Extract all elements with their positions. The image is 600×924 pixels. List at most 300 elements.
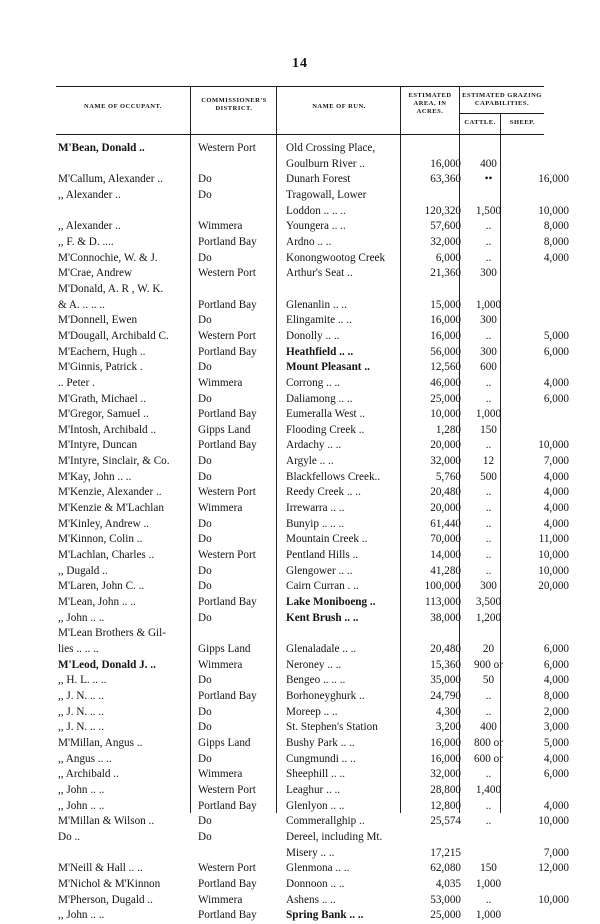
cattle-cell: 20 [482, 643, 495, 655]
area-cell: 14,000 [430, 549, 461, 562]
run-cell: Corrong .. .. [286, 376, 341, 389]
occupant-cell: M'Ginnis, Patrick . [58, 361, 143, 374]
cattle-cell: .. [485, 799, 492, 812]
run-cell: St. Stephen's Station [286, 721, 378, 734]
district-cell: Gipps Land [198, 423, 251, 436]
table-row [56, 564, 573, 580]
sheep-cell [512, 830, 573, 846]
sheep-cell: 6,000 [543, 345, 569, 358]
cattle-cell: •• [484, 173, 493, 186]
cattle-cell: 800 or [474, 736, 503, 749]
occupant-cell: M'Kinnon, Colin .. [58, 533, 143, 546]
occupant-cell: ,, John .. .. [58, 799, 105, 812]
area-cell: 20,000 [430, 439, 461, 452]
cattle-cell: 300 [480, 345, 497, 358]
occupant-cell: ,, Alexander .. [58, 188, 121, 201]
cattle-cell: 500 [480, 470, 497, 483]
run-cell: Donolly .. .. [286, 329, 340, 342]
table-row [56, 298, 573, 314]
cattle-cell: 1,000 [475, 298, 502, 311]
area-cell: 4,300 [435, 705, 461, 718]
district-cell: Do [198, 361, 212, 374]
run-cell: Misery .. .. [286, 846, 335, 859]
occupant-cell: ,, John .. .. [58, 611, 105, 624]
area-cell [409, 141, 465, 157]
district-cell: Do [198, 470, 212, 483]
district-cell: Wimmera [198, 893, 243, 906]
district-cell: Do [198, 533, 212, 546]
page-number: 14 [292, 56, 308, 71]
table-row [56, 345, 573, 361]
district-cell: Do [198, 674, 212, 687]
area-cell: 38,000 [430, 611, 461, 624]
table-row [56, 423, 573, 439]
run-cell [282, 282, 409, 298]
sheep-cell: 7,000 [543, 455, 569, 468]
area-cell: 16,000 [430, 752, 461, 765]
run-cell: Reedy Creek .. .. [286, 486, 361, 499]
table-row [56, 658, 573, 674]
cattle-cell: .. [485, 517, 492, 530]
run-cell: Cairn Curran . .. [286, 580, 359, 593]
table-row [56, 783, 573, 799]
area-cell: 1,280 [435, 423, 461, 436]
sheep-cell [512, 626, 573, 642]
occupant-cell [56, 204, 193, 220]
area-cell: 10,000 [430, 408, 461, 421]
cattle-cell [465, 626, 512, 642]
run-cell: Dunarh Forest [286, 173, 351, 186]
run-cell: Konongwootog Creek [286, 251, 386, 264]
district-cell: Portland Bay [198, 689, 257, 702]
cattle-cell [465, 282, 512, 298]
occupant-cell: M'Neill & Hall .. .. [58, 862, 143, 875]
district-cell: Do [198, 455, 212, 468]
sheep-cell [512, 611, 573, 627]
occupant-cell [56, 157, 193, 173]
area-cell: 16,000 [430, 314, 461, 327]
occupant-cell [56, 846, 193, 862]
table-row [56, 767, 573, 783]
cattle-cell [465, 141, 512, 157]
table-row [56, 799, 573, 815]
sheep-cell: 10,000 [538, 893, 569, 906]
district-cell: Do [198, 314, 212, 327]
table-row [56, 673, 573, 689]
occupant-cell: M'Kenzie, Alexander .. [58, 486, 162, 499]
sheep-cell: 11,000 [538, 533, 569, 546]
district-cell: Western Port [198, 142, 256, 154]
cattle-cell: .. [485, 486, 492, 499]
district-cell: Portland Bay [198, 408, 257, 421]
sheep-cell [512, 157, 573, 173]
table-row [56, 893, 573, 909]
table-row [56, 517, 573, 533]
occupant-cell: M'Leod, Donald J. .. [58, 658, 156, 671]
district-cell: Wimmera [198, 376, 243, 389]
district-cell: Western Port [198, 486, 256, 499]
run-cell: Bunyip .. .. .. [286, 517, 345, 530]
sheep-cell: 8,000 [543, 689, 569, 702]
district-cell [193, 204, 282, 220]
table-row [56, 282, 573, 298]
run-cell: Tragowall, Lower [286, 188, 367, 201]
run-cell: Eumeralla West .. [286, 408, 366, 421]
occupant-cell: M'Intyre, Sinclair, & Co. [58, 455, 170, 468]
occupant-cell: M'Kinley, Andrew .. [58, 517, 150, 530]
sheep-cell: 4,000 [543, 486, 569, 499]
sheep-cell: 20,000 [538, 580, 569, 593]
run-cell: Bushy Park .. .. [286, 736, 355, 749]
cattle-cell: 3,500 [475, 596, 502, 609]
cattle-cell: .. [485, 689, 492, 702]
occupant-cell: M'Donald, A. R , W. K. [58, 282, 164, 295]
sheep-cell [512, 360, 573, 376]
run-cell: Dereel, including Mt. [286, 830, 383, 843]
run-cell: Ardachy .. .. [286, 439, 342, 452]
area-cell: 20,000 [430, 502, 461, 515]
sheep-cell [512, 423, 573, 439]
cattle-cell: 600 [480, 361, 497, 374]
area-cell: 12,560 [430, 361, 461, 374]
run-cell: Bengeo .. .. .. [286, 674, 346, 687]
occupant-cell: ,, J. N. .. .. [58, 689, 104, 702]
run-cell: Cungmundi .. .. [286, 752, 356, 765]
district-cell: Do [198, 705, 212, 718]
occupant-cell: M'Laren, John C. .. [58, 580, 145, 593]
cattle-cell: 1,400 [475, 783, 502, 796]
sheep-cell [512, 298, 573, 314]
area-cell: 20,480 [430, 486, 461, 499]
district-cell: Portland Bay [198, 799, 257, 812]
district-cell: Do [198, 188, 212, 201]
area-cell: 3,200 [435, 721, 461, 734]
run-cell: Pentland Hills .. [286, 549, 359, 562]
area-cell: 113,000 [425, 596, 461, 609]
sheep-cell: 10,000 [538, 815, 569, 828]
area-cell: 15,000 [430, 298, 461, 311]
table-row [56, 470, 573, 486]
area-cell: 100,000 [424, 580, 461, 593]
sheep-cell: 7,000 [543, 846, 569, 859]
table-row [56, 485, 573, 501]
table-row [56, 313, 573, 329]
sheep-cell: 8,000 [543, 220, 569, 233]
area-cell: 21,360 [430, 267, 461, 280]
run-cell: Lake Moniboeng .. [286, 596, 376, 609]
sheep-cell: 8,000 [543, 235, 569, 248]
run-cell: Borhoneyghurk .. [286, 689, 365, 702]
cattle-cell: 900 or [474, 658, 503, 671]
district-cell [193, 626, 282, 642]
header-district: COMMISSIONER'S DISTRICT. [201, 97, 267, 112]
top-rule [56, 86, 544, 87]
district-cell: Portland Bay [198, 298, 257, 311]
area-cell: 12,800 [430, 799, 461, 812]
run-cell: Ashens .. .. [286, 893, 336, 906]
cattle-cell: 400 [480, 157, 497, 170]
table-row [56, 908, 573, 924]
district-cell: Do [198, 721, 212, 734]
run-cell: Ardno .. .. [286, 235, 332, 248]
cattle-cell: 300 [480, 580, 497, 593]
sheep-cell [512, 877, 573, 893]
table-row [56, 579, 573, 595]
area-cell [409, 282, 465, 298]
header-occupant: NAME OF OCCUPANT. [84, 103, 162, 110]
district-cell: Do [198, 580, 212, 593]
area-cell: 41,280 [430, 564, 461, 577]
area-cell: 53,000 [430, 893, 461, 906]
sheep-cell [512, 141, 573, 157]
occupant-cell: M'Bean, Donald .. [58, 142, 145, 154]
area-cell: 16,000 [430, 329, 461, 342]
table-row [56, 877, 573, 893]
table-row [56, 595, 573, 611]
cattle-cell: 50 [482, 674, 495, 687]
table-row [56, 141, 573, 157]
sheep-cell [512, 188, 573, 204]
run-cell: Mount Pleasant .. [286, 361, 370, 374]
cattle-cell: 1,500 [475, 204, 502, 217]
occupant-cell: M'Callum, Alexander .. [58, 173, 163, 186]
area-cell: 120,320 [424, 204, 461, 217]
occupant-cell: .. Peter . [58, 376, 95, 389]
area-cell: 57,600 [430, 220, 461, 233]
run-cell: Irrewarra .. .. [286, 502, 345, 515]
area-cell: 4,035 [435, 877, 461, 890]
district-cell [193, 157, 282, 173]
area-cell [409, 188, 465, 204]
run-cell: Glenlyon .. .. [286, 799, 345, 812]
runs-table-body [56, 141, 573, 924]
district-cell: Wimmera [198, 768, 243, 781]
run-cell: Goulburn River .. [286, 157, 365, 170]
table-row [56, 814, 573, 830]
occupant-cell: M'Gregor, Samuel .. [58, 408, 149, 421]
cattle-cell: 300 [480, 314, 497, 327]
occupant-cell: ,, J. N. .. .. [58, 705, 104, 718]
table-row [56, 172, 573, 188]
cattle-cell: 150 [480, 423, 497, 436]
occupant-cell: & A. .. .. .. [58, 298, 105, 311]
runs-table [56, 141, 573, 924]
district-cell: Western Port [198, 329, 256, 342]
table-row [56, 392, 573, 408]
table-row [56, 251, 573, 267]
district-cell: Gipps Land [198, 643, 251, 655]
cattle-cell: 1,000 [475, 408, 502, 421]
sheep-cell: 4,000 [543, 799, 569, 812]
sheep-cell: 12,000 [538, 862, 569, 875]
cattle-cell [465, 846, 512, 862]
run-cell: Glenaladale .. .. [286, 643, 357, 655]
occupant-cell: M'Crae, Andrew [58, 267, 133, 280]
cattle-cell: .. [485, 549, 492, 562]
header-sheep: SHEEP. [509, 119, 536, 126]
table-row [56, 360, 573, 376]
area-cell: 17,215 [430, 846, 461, 859]
table-row [56, 219, 573, 235]
sheep-cell: 2,000 [543, 705, 569, 718]
cattle-cell [465, 188, 512, 204]
occupant-cell: M'Dougall, Archibald C. [58, 329, 169, 342]
area-cell: 6,000 [435, 251, 461, 264]
occupant-cell: Do .. [58, 830, 81, 843]
table-row [56, 376, 573, 392]
area-cell: 61,440 [430, 517, 461, 530]
occupant-cell: M'Lean, John .. .. [58, 596, 136, 609]
table-row [56, 204, 573, 220]
area-cell: 25,000 [430, 392, 461, 405]
sheep-cell: 6,000 [543, 643, 569, 655]
run-cell: Old Crossing Place, [286, 142, 376, 154]
occupant-cell: M'Kay, John .. .. [58, 470, 132, 483]
district-cell: Do [198, 564, 212, 577]
district-cell: Do [198, 611, 212, 624]
sheep-cell [512, 783, 573, 799]
district-cell: Do [198, 517, 212, 530]
header-bottom-rule [56, 134, 544, 135]
area-cell: 70,000 [430, 533, 461, 546]
district-cell [193, 846, 282, 862]
district-cell: Portland Bay [198, 596, 257, 609]
area-cell: 16,000 [430, 157, 461, 170]
district-cell: Do [198, 251, 212, 264]
district-cell: Do [198, 830, 212, 843]
occupant-cell: M'Lean Brothers & Gil- [58, 627, 166, 640]
table-row [56, 157, 573, 173]
district-cell: Do [198, 752, 212, 765]
run-cell: Spring Bank .. .. [286, 909, 364, 922]
table-row [56, 611, 573, 627]
table-row [56, 705, 573, 721]
cattle-cell: 400 [480, 721, 497, 734]
sheep-cell: 5,000 [543, 736, 569, 749]
occupant-cell: ,, Dugald .. [58, 564, 108, 577]
cattle-cell: 1,200 [475, 611, 502, 624]
cattle-cell: 1,000 [475, 877, 502, 890]
occupant-cell: M'Millan, Angus .. [58, 736, 143, 749]
occupant-cell: M'Millan & Wilson .. [58, 815, 155, 828]
cattle-cell: 12 [482, 455, 495, 468]
sheep-cell: 4,000 [543, 376, 569, 389]
cattle-cell: .. [485, 220, 492, 233]
area-cell [409, 830, 465, 846]
cattle-cell: .. [485, 893, 492, 906]
cattle-cell: .. [485, 376, 492, 389]
sheep-cell: 3,000 [543, 721, 569, 734]
district-cell: Gipps Land [198, 736, 251, 749]
sheep-cell: 10,000 [538, 564, 569, 577]
sheep-cell: 10,000 [538, 439, 569, 452]
occupant-cell: M'Grath, Michael .. [58, 392, 147, 405]
area-cell: 56,000 [430, 345, 461, 358]
occupant-cell: M'Connochie, W. & J. [58, 251, 158, 264]
run-cell: Sheephill .. .. [286, 768, 346, 781]
occupant-cell: M'Intosh, Archibald .. [58, 423, 157, 436]
table-row [56, 407, 573, 423]
run-cell: Argyle .. .. [286, 455, 334, 468]
cattle-cell: 150 [480, 862, 497, 875]
run-cell: Loddon .. .. .. [286, 204, 346, 217]
header-cattle: CATTLE. [464, 119, 496, 126]
run-cell: Leaghur .. .. [286, 783, 341, 796]
district-cell: Wimmera [198, 502, 243, 515]
header-run: NAME OF RUN. [312, 103, 366, 110]
cattle-cell: .. [485, 251, 492, 264]
sheep-cell [512, 313, 573, 329]
run-cell: Youngera .. .. [286, 220, 346, 233]
cattle-cell: 600 or [474, 752, 503, 765]
run-cell: Donnoon .. .. [286, 877, 345, 890]
table-row [56, 846, 573, 862]
run-cell: Arthur's Seat .. [286, 267, 353, 280]
sheep-cell: 6,000 [543, 392, 569, 405]
district-cell: Portland Bay [198, 909, 257, 922]
sheep-cell [512, 282, 573, 298]
table-row [56, 861, 573, 877]
occupant-cell: ,, J. N. .. .. [58, 721, 104, 734]
occupant-cell: ,, Angus .. .. [58, 752, 112, 765]
table-row [56, 501, 573, 517]
area-cell: 5,760 [435, 470, 461, 483]
grazing-subrule [459, 113, 544, 114]
area-cell: 32,000 [430, 455, 461, 468]
area-cell: 32,000 [430, 235, 461, 248]
area-cell: 32,000 [430, 768, 461, 781]
sheep-cell [512, 407, 573, 423]
table-row [56, 752, 573, 768]
cattle-cell: .. [485, 329, 492, 342]
occupant-cell: M'Lachlan, Charles .. [58, 549, 155, 562]
table-row [56, 830, 573, 846]
occupant-cell: M'Nichol & M'Kinnon [58, 877, 161, 890]
area-cell: 63,360 [430, 173, 461, 186]
run-cell: Heathfield .. .. [286, 345, 354, 358]
area-cell: 20,480 [430, 643, 461, 655]
cattle-cell: .. [485, 533, 492, 546]
cattle-cell: 1,000 [475, 909, 502, 922]
district-cell: Do [198, 815, 212, 828]
run-cell: Neroney .. .. [286, 658, 342, 671]
cattle-cell: .. [485, 392, 492, 405]
sheep-cell: 6,000 [543, 658, 569, 671]
sheep-cell: 4,000 [543, 251, 569, 264]
cattle-cell: .. [485, 502, 492, 515]
occupant-cell: ,, H. L. .. .. [58, 674, 107, 687]
run-cell: Glengower .. .. [286, 564, 353, 577]
sheep-cell: 16,000 [538, 173, 569, 186]
table-row [56, 438, 573, 454]
run-cell: Elingamite .. .. [286, 314, 352, 327]
table-row [56, 188, 573, 204]
district-cell: Portland Bay [198, 877, 257, 890]
district-cell: Portland Bay [198, 235, 257, 248]
sheep-cell: 4,000 [543, 517, 569, 530]
area-cell: 15,360 [430, 658, 461, 671]
district-cell: Wimmera [198, 658, 243, 671]
run-cell: Mountain Creek .. [286, 533, 368, 546]
area-cell: 46,000 [430, 376, 461, 389]
area-cell [409, 626, 465, 642]
table-row [56, 454, 573, 470]
area-cell: 25,574 [430, 815, 461, 828]
area-cell: 35,000 [430, 674, 461, 687]
occupant-cell: ,, Archibald .. [58, 768, 119, 781]
run-cell [282, 626, 409, 642]
run-cell: Glenmona .. .. [286, 862, 350, 875]
